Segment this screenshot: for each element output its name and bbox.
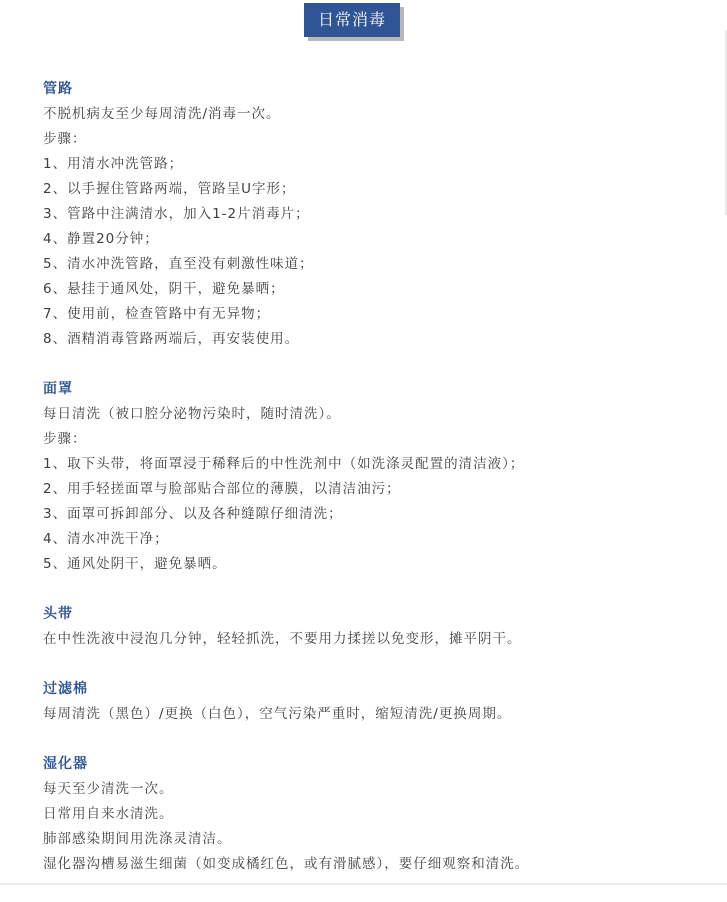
text-line: 1、取下头带，将面罩浸于稀释后的中性洗剂中（如洗涤灵配置的清洁液）； bbox=[43, 456, 525, 472]
text-line: 5、清水冲洗管路，直至没有刺激性味道； bbox=[43, 256, 314, 272]
section-title: 过滤棉 bbox=[43, 681, 88, 697]
text-line: 3、管路中注满清水，加入1-2片消毒片； bbox=[43, 206, 310, 222]
page-title: 日常消毒 bbox=[304, 3, 400, 37]
section-title: 头带 bbox=[43, 606, 73, 622]
title-banner bbox=[304, 3, 404, 41]
text-line: 1、用清水冲洗管路； bbox=[43, 156, 184, 172]
section-title: 湿化器 bbox=[43, 756, 88, 772]
section-humidifier bbox=[43, 752, 713, 877]
text-line: 每周清洗（黑色）/更换（白色），空气污染严重时，缩短清洗/更换周期。 bbox=[43, 706, 512, 722]
text-line: 3、面罩可拆卸部分、以及各种缝隙仔细清洗； bbox=[43, 506, 343, 522]
section-title: 管路 bbox=[43, 81, 73, 97]
article-body bbox=[43, 77, 713, 902]
text-line: 2、用手轻搓面罩与脸部贴合部位的薄膜，以清洁油污； bbox=[43, 481, 401, 497]
text-line: 2、以手握住管路两端，管路呈U字形； bbox=[43, 181, 296, 197]
text-line: 4、清水冲洗干净； bbox=[43, 531, 169, 547]
text-line: 5、通风处阴干，避免暴晒。 bbox=[43, 556, 227, 572]
text-line: 不脱机病友至少每周清洗/消毒一次。 bbox=[43, 106, 281, 122]
section-mask bbox=[43, 377, 713, 577]
section-pipe bbox=[43, 77, 713, 352]
text-line: 8、酒精消毒管路两端后，再安装使用。 bbox=[43, 331, 300, 347]
section-filter bbox=[43, 677, 713, 727]
section-title: 面罩 bbox=[43, 381, 73, 397]
section-headgear bbox=[43, 602, 713, 652]
text-line: 每日清洗（被口腔分泌物污染时，随时清洗）。 bbox=[43, 406, 341, 422]
text-line: 湿化器沟槽易滋生细菌（如变成橘红色，或有滑腻感），要仔细观察和清洗。 bbox=[43, 856, 530, 872]
text-line: 7、使用前，检查管路中有无异物； bbox=[43, 306, 271, 322]
text-line: 4、静置20分钟； bbox=[43, 231, 159, 247]
text-line: 每天至少清洗一次。 bbox=[43, 781, 174, 797]
text-line: 肺部感染期间用洗涤灵清洁。 bbox=[43, 831, 232, 847]
text-line: 步骤： bbox=[43, 431, 87, 447]
text-line: 步骤： bbox=[43, 131, 87, 147]
text-line: 6、悬挂于通风处，阴干，避免暴晒； bbox=[43, 281, 285, 297]
text-line: 在中性洗液中浸泡几分钟，轻轻抓洗，不要用力揉搓以免变形，摊平阴干。 bbox=[43, 631, 522, 647]
text-line: 日常用自来水清洗。 bbox=[43, 806, 174, 822]
